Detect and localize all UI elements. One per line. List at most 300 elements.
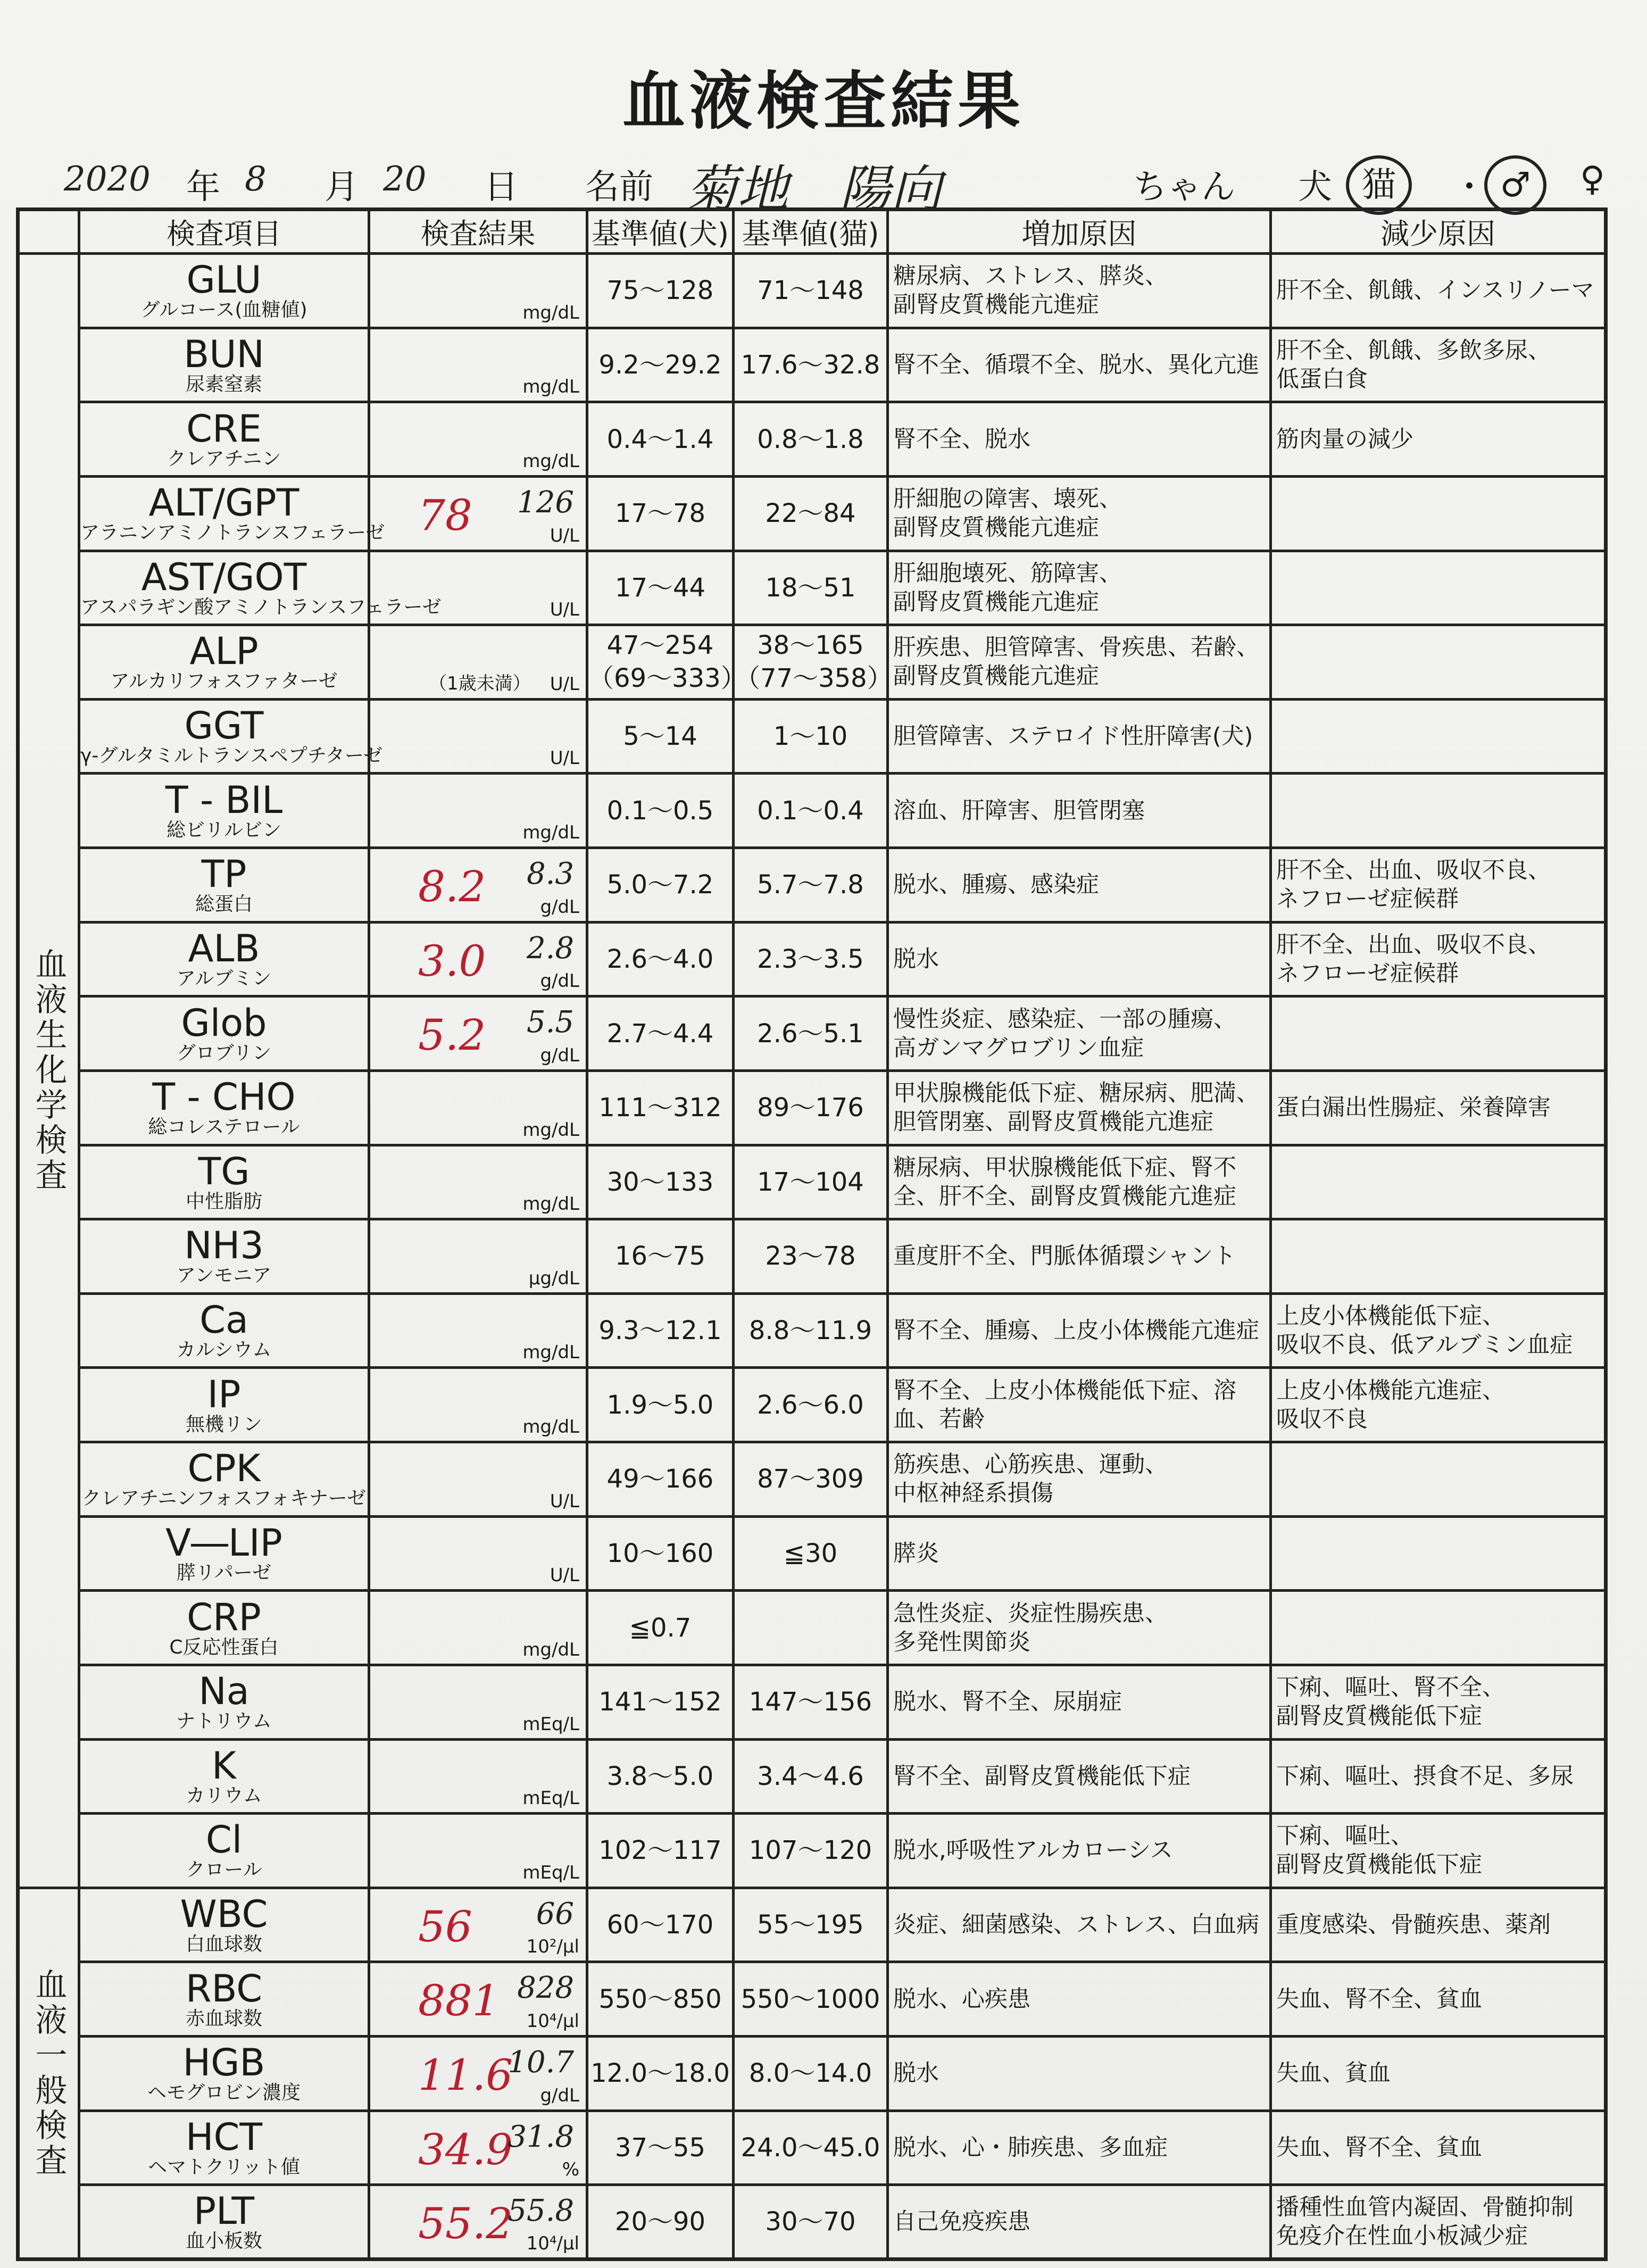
item-code: NH3	[184, 1224, 264, 1268]
result-unit: mg/dL	[522, 450, 579, 472]
ref-cat-value: 8.8～11.9	[748, 1316, 872, 1346]
ref-dog-cell	[587, 1516, 734, 1591]
result-cell	[369, 1888, 587, 1962]
ref-dog-value: 3.8～5.0	[606, 1761, 714, 1791]
decrease-cause-line1: 蛋白漏出性腸症、栄養障害	[1276, 1094, 1551, 1121]
ref-dog-cell	[587, 1591, 734, 1665]
table-row	[18, 254, 1606, 328]
increase-cause-cell	[888, 1293, 1271, 1368]
decrease-cause-line1: 下痢、嘔吐、摂食不足、多尿	[1276, 1763, 1574, 1790]
item-cell	[79, 996, 369, 1071]
increase-cause-cell	[888, 1814, 1271, 1888]
increase-cause-cell	[888, 402, 1271, 477]
result-unit: mEq/L	[522, 1788, 579, 1809]
item-name: アルブミン	[176, 967, 272, 990]
decrease-cause-cell	[1271, 1814, 1606, 1888]
ref-dog-cell	[587, 476, 734, 551]
ref-dog-cell	[587, 1219, 734, 1294]
item-code: ALP	[189, 629, 259, 674]
name-suffix: ちゃん	[1133, 168, 1235, 207]
result-value-secondary: 66	[536, 1896, 574, 1931]
item-cell	[79, 1070, 369, 1145]
item-cell	[79, 476, 385, 551]
ref-dog-value: 37～55	[614, 2132, 706, 2163]
decrease-cause-line1: 肝不全、出血、吸収不良、	[1276, 931, 1551, 958]
increase-cause-line1: 脱水,呼吸性アルカローシス	[893, 1837, 1173, 1864]
result-value-secondary: 126	[517, 485, 574, 520]
ref-dog-cell	[587, 328, 734, 402]
ref-cat-value: 147～156	[748, 1687, 872, 1717]
result-cell	[369, 774, 587, 848]
ref-dog-cell	[587, 1442, 734, 1517]
item-cell	[79, 1814, 369, 1888]
item-code: CRE	[186, 406, 262, 451]
decrease-cause-cell	[1271, 1368, 1606, 1442]
species-cat-circled: 猫	[1346, 155, 1412, 215]
decrease-cause-cell	[1271, 774, 1606, 848]
decrease-cause-cell	[1271, 1591, 1606, 1665]
result-unit: mg/dL	[522, 1119, 579, 1141]
ref-dog-cell	[587, 1888, 734, 1962]
decrease-cause-cell	[1271, 1219, 1606, 1294]
ref-dog-value: ≦0.7	[629, 1613, 692, 1643]
ref-cat-value: 18～51	[765, 572, 856, 603]
decrease-cause-line1: 肝不全、飢餓、インスリノーマ	[1276, 277, 1594, 304]
result-value-handwritten: 881	[418, 1976, 500, 2026]
increase-cause-cell	[888, 328, 1271, 402]
decrease-cause-cell	[1271, 402, 1606, 477]
result-cell	[369, 1814, 587, 1888]
decrease-cause-cell	[1271, 2037, 1606, 2111]
result-cell	[369, 1962, 587, 2037]
result-unit: μg/dL	[528, 1267, 579, 1289]
ref-dog-cell	[587, 1070, 734, 1145]
increase-cause-line2: 副腎皮質機能亢進症	[893, 588, 1099, 616]
item-cell	[79, 1739, 369, 1814]
ref-dog-cell	[587, 402, 734, 477]
increase-cause-line1: 甲状腺機能低下症、糖尿病、肥満、	[893, 1080, 1259, 1107]
decrease-cause-line2: ネフローゼ症候群	[1276, 886, 1459, 913]
result-value-handwritten: 5.2	[418, 1010, 486, 1060]
header-increase: 増加原因	[888, 210, 1271, 254]
increase-cause-line2: 中枢神経系損傷	[893, 1480, 1053, 1507]
result-cell	[369, 2037, 587, 2111]
decrease-cause-line1: 肝不全、出血、吸収不良、	[1276, 857, 1551, 884]
ref-cat-cell	[734, 254, 888, 328]
increase-cause-line1: 腎不全、腫瘍、上皮小体機能亢進症	[893, 1317, 1259, 1344]
increase-cause-cell	[888, 1070, 1271, 1145]
item-name: クレアチニン	[167, 447, 281, 470]
ref-dog-cell	[587, 774, 734, 848]
item-cell	[79, 699, 383, 774]
increase-cause-line1: 胆管障害、ステロイド性肝障害(犬)	[893, 723, 1253, 750]
result-unit: mg/dL	[522, 1639, 579, 1660]
decrease-cause-line2: 副腎皮質機能低下症	[1276, 1851, 1482, 1879]
ref-dog-value: 0.1～0.5	[606, 795, 714, 826]
result-cell	[369, 1591, 587, 1665]
ref-dog-value: 17～78	[614, 499, 706, 529]
ref-cat-cell	[734, 1442, 888, 1517]
ref-dog-value-young: （69～333）	[588, 663, 746, 694]
item-cell	[79, 1962, 369, 2037]
item-code: K	[212, 1743, 236, 1788]
increase-cause-line1: 溶血、肝障害、胆管閉塞	[893, 797, 1145, 824]
increase-cause-cell	[888, 699, 1271, 774]
result-unit: U/L	[550, 525, 579, 546]
item-cell	[79, 774, 369, 848]
ref-dog-value: 5～14	[623, 721, 697, 752]
result-cell	[369, 1293, 587, 1368]
result-unit: mEq/L	[522, 1713, 579, 1735]
ref-cat-cell	[734, 1591, 888, 1665]
decrease-cause-cell	[1271, 551, 1606, 625]
decrease-cause-cell	[1271, 848, 1606, 923]
decrease-cause-cell	[1271, 699, 1606, 774]
result-value-secondary: 828	[517, 1971, 574, 2006]
ref-dog-value: 9.2～29.2	[598, 350, 722, 380]
ref-dog-value: 60～170	[606, 1910, 714, 1940]
result-value-handwritten: 34.9	[418, 2124, 513, 2174]
result-unit: 10²/μl	[526, 1936, 579, 1958]
result-unit: mg/dL	[522, 1193, 579, 1215]
item-cell	[79, 1219, 369, 1294]
ref-dog-value: 30～133	[606, 1167, 714, 1197]
result-unit: 10⁴/μl	[526, 2011, 579, 2032]
category-biochem: 血液生化学検査	[18, 254, 79, 1888]
decrease-cause-cell	[1271, 1739, 1606, 1814]
ref-dog-value: 2.7～4.4	[606, 1018, 714, 1049]
result-cell	[369, 1368, 587, 1442]
item-name: C反応性蛋白	[169, 1636, 279, 1658]
ref-cat-value: 38～165	[757, 630, 864, 661]
item-code: T - CHO	[152, 1075, 296, 1119]
result-unit: 10⁴/μl	[526, 2233, 579, 2254]
species-dog: 犬	[1298, 168, 1332, 207]
ref-cat-value: 17～104	[757, 1167, 864, 1197]
item-cell	[79, 848, 369, 923]
table-row	[18, 1516, 1606, 1591]
result-cell	[369, 254, 587, 328]
item-name: 白血球数	[185, 1933, 262, 1956]
increase-cause-line1: 肝細胞壊死、筋障害、	[893, 560, 1122, 587]
item-name: 中性脂肪	[185, 1190, 262, 1212]
ref-cat-cell	[734, 922, 888, 996]
table-row	[18, 1070, 1606, 1145]
ref-cat-value: 89～176	[757, 1093, 864, 1123]
increase-cause-line2: 副腎皮質機能亢進症	[893, 663, 1099, 690]
decrease-cause-cell	[1271, 328, 1606, 402]
decrease-cause-cell	[1271, 1962, 1606, 2037]
ref-cat-cell	[734, 1070, 888, 1145]
decrease-cause-cell	[1271, 1888, 1606, 1962]
table-row	[18, 476, 1606, 551]
ref-dog-value: 12.0～18.0	[590, 2058, 730, 2089]
result-unit: mg/dL	[522, 1342, 579, 1364]
item-name: 血小板数	[185, 2230, 262, 2253]
increase-cause-line2: 高ガンマグロブリン血症	[893, 1034, 1144, 1061]
increase-cause-line1: 脱水	[893, 2060, 939, 2087]
header-blank	[18, 210, 79, 254]
table-row	[18, 1145, 1606, 1219]
item-code: HCT	[185, 2115, 263, 2159]
item-cell	[79, 1293, 369, 1368]
ref-dog-value: 102～117	[598, 1835, 722, 1866]
ref-cat-value: 30～70	[765, 2207, 856, 2237]
ref-cat-cell	[734, 1814, 888, 1888]
ref-dog-value: 1.9～5.0	[606, 1390, 714, 1420]
item-cell	[79, 551, 442, 625]
result-value-secondary: 8.3	[526, 857, 574, 891]
increase-cause-cell	[888, 848, 1271, 923]
separator-dot: ・	[1452, 168, 1486, 207]
table-row	[18, 1293, 1606, 1368]
decrease-cause-line1: 下痢、嘔吐、腎不全、	[1276, 1674, 1505, 1701]
decrease-cause-line1: 失血、腎不全、貧血	[1276, 1985, 1482, 2013]
item-cell	[79, 625, 369, 700]
decrease-cause-line1: 上皮小体機能低下症、	[1276, 1303, 1505, 1330]
increase-cause-cell	[888, 1219, 1271, 1294]
decrease-cause-line1: 失血、貧血	[1276, 2060, 1391, 2087]
item-name: 総蛋白	[195, 893, 253, 916]
ref-cat-cell	[734, 551, 888, 625]
item-cell	[79, 1888, 369, 1962]
item-code: CPK	[187, 1447, 261, 1491]
header-decrease: 減少原因	[1271, 210, 1606, 254]
ref-dog-cell	[587, 2037, 734, 2111]
ref-dog-value: 17～44	[614, 572, 706, 603]
ref-cat-value: 107～120	[748, 1835, 872, 1866]
decrease-cause-line2: 免疫介在性血小板減少症	[1276, 2223, 1528, 2250]
item-code: Cl	[205, 1818, 243, 1862]
ref-dog-value: 47～254	[606, 630, 714, 661]
result-unit: g/dL	[540, 1044, 579, 1066]
result-cell	[369, 1739, 587, 1814]
ref-dog-value: 49～166	[606, 1464, 714, 1494]
ref-cat-cell	[734, 1368, 888, 1442]
item-name: ヘマトクリット値	[148, 2156, 300, 2178]
result-value-handwritten: 78	[418, 490, 472, 540]
table-row	[18, 774, 1606, 848]
decrease-cause-line1: 失血、腎不全、貧血	[1276, 2134, 1482, 2161]
ref-dog-cell	[587, 625, 746, 700]
increase-cause-line1: 腎不全、副腎皮質機能低下症	[893, 1763, 1191, 1790]
item-cell	[79, 1368, 369, 1442]
item-name: 無機リン	[185, 1413, 262, 1435]
ref-cat-value: 87～309	[757, 1464, 864, 1494]
increase-cause-cell	[888, 2111, 1271, 2185]
item-name: 総ビリルビン	[166, 819, 281, 841]
result-unit: mg/dL	[522, 822, 579, 843]
result-cell	[369, 551, 587, 625]
item-name: アラニンアミノトランスフェラーゼ	[80, 522, 385, 544]
item-code: HGB	[182, 2041, 265, 2085]
item-code: PLT	[193, 2189, 255, 2233]
table-row	[18, 699, 1606, 774]
decrease-cause-cell	[1271, 996, 1606, 1071]
increase-cause-cell	[888, 1665, 1271, 1739]
decrease-cause-cell	[1271, 2111, 1606, 2185]
decrease-cause-cell	[1271, 1070, 1606, 1145]
table-row	[18, 1888, 1606, 1962]
header-ref-dog: 基準値(犬)	[587, 210, 734, 254]
table-row	[18, 625, 1606, 700]
item-name: アルカリフォスファターゼ	[110, 670, 338, 693]
result-cell	[369, 1070, 587, 1145]
sex-male-circled: ♂	[1484, 155, 1546, 215]
ref-cat-cell	[734, 699, 888, 774]
table-row	[18, 402, 1606, 477]
item-code: AST/GOT	[141, 555, 307, 599]
decrease-cause-line1: 上皮小体機能亢進症、	[1276, 1377, 1505, 1404]
item-code: GLU	[186, 258, 262, 302]
item-code: ALT/GPT	[148, 481, 300, 525]
ref-dog-cell	[587, 996, 734, 1071]
report-title: 血液検査結果	[622, 64, 1025, 138]
result-unit: U/L	[550, 1490, 579, 1512]
ref-dog-cell	[587, 1814, 734, 1888]
ref-cat-cell	[734, 1665, 888, 1739]
ref-cat-value: 3.4～4.6	[757, 1761, 864, 1791]
ref-cat-value: 2.3～3.5	[757, 944, 864, 974]
item-cell	[79, 402, 369, 477]
result-cell	[369, 1145, 587, 1219]
ref-cat-value: 23～78	[765, 1241, 856, 1272]
table-row	[18, 328, 1606, 402]
increase-cause-line1: 重度肝不全、門脈体循環シャント	[893, 1243, 1236, 1270]
item-name: グルコース(血糖値)	[140, 299, 307, 321]
increase-cause-cell	[888, 1962, 1271, 2037]
header-item: 検査項目	[79, 210, 369, 254]
decrease-cause-cell	[1271, 922, 1606, 996]
ref-dog-value: 10～160	[606, 1538, 714, 1568]
item-cell	[79, 1145, 369, 1219]
increase-cause-cell	[888, 1145, 1271, 1219]
result-cell	[369, 328, 587, 402]
result-cell	[369, 2111, 587, 2185]
result-unit: g/dL	[540, 2084, 579, 2106]
increase-cause-line1: 腎不全、循環不全、脱水、異化亢進	[893, 351, 1259, 378]
increase-cause-cell	[888, 1368, 1271, 1442]
increase-cause-line1: 腎不全、脱水	[893, 426, 1030, 453]
result-unit: g/dL	[540, 970, 579, 992]
ref-cat-value-young: （77～358）	[735, 663, 893, 694]
ref-cat-cell	[734, 1888, 888, 1962]
item-name: 膵リパーゼ	[176, 1561, 272, 1584]
ref-dog-value: 5.0～7.2	[606, 870, 714, 900]
ref-cat-value: 17.6～32.8	[741, 350, 880, 380]
item-cell	[79, 1442, 369, 1517]
item-code: WBC	[180, 1892, 268, 1937]
item-name: γ-グルタミルトランスペプチターゼ	[80, 745, 383, 767]
decrease-cause-cell	[1271, 2185, 1606, 2259]
item-cell	[79, 254, 369, 328]
increase-cause-cell	[888, 551, 1271, 625]
ref-cat-value: 55～195	[757, 1910, 864, 1940]
decrease-cause-line2: 低蛋白食	[1276, 365, 1368, 393]
ref-dog-value: 2.6～4.0	[606, 944, 714, 974]
increase-cause-cell	[888, 625, 1271, 700]
ref-dog-value: 16～75	[614, 1241, 706, 1272]
table-row	[18, 551, 1606, 625]
year-value: 2020	[64, 160, 151, 199]
result-cell	[369, 1219, 587, 1294]
decrease-cause-line2: 吸収不良、低アルブミン血症	[1276, 1332, 1573, 1359]
table-row	[18, 2111, 1606, 2185]
increase-cause-line1: 脱水、心・肺疾患、多血症	[893, 2134, 1168, 2161]
ref-dog-cell	[587, 1293, 734, 1368]
ref-cat-value: 0.8～1.8	[757, 424, 864, 454]
category-cbc: 血液一般検査	[18, 1888, 79, 2259]
item-name: 尿素窒素	[185, 373, 262, 395]
ref-cat-cell	[734, 2037, 888, 2111]
result-cell	[369, 996, 587, 1071]
table-row	[18, 1739, 1606, 1814]
table-row	[18, 848, 1606, 923]
result-unit: mg/dL	[522, 302, 579, 323]
result-cell	[369, 922, 587, 996]
item-cell	[79, 2037, 369, 2111]
table-row	[18, 922, 1606, 996]
ref-cat-cell	[734, 2111, 888, 2185]
ref-dog-value: 550～850	[598, 1984, 722, 2014]
increase-cause-cell	[888, 2037, 1271, 2111]
result-cell	[369, 1516, 587, 1591]
item-name: ナトリウム	[176, 1710, 272, 1733]
increase-cause-cell	[888, 1516, 1271, 1591]
ref-cat-value: 1～10	[773, 721, 848, 752]
increase-cause-line1: 脱水、腎不全、尿崩症	[893, 1689, 1122, 1716]
increase-cause-line1: 膵炎	[893, 1540, 939, 1567]
increase-cause-line1: 脱水	[893, 945, 939, 973]
increase-cause-line2: 副腎皮質機能亢進症	[893, 514, 1099, 542]
decrease-cause-cell	[1271, 254, 1606, 328]
ref-dog-cell	[587, 1145, 734, 1219]
item-name: 総コレステロール	[148, 1116, 300, 1139]
increase-cause-cell	[888, 1888, 1271, 1962]
ref-dog-value: 0.4～1.4	[606, 424, 714, 454]
decrease-cause-line1: 重度感染、骨髄疾患、薬剤	[1276, 1912, 1551, 1939]
decrease-cause-cell	[1271, 1145, 1606, 1219]
table-row	[18, 1814, 1606, 1888]
item-name: クロール	[186, 1859, 262, 1881]
result-note: （1歳未満）	[429, 672, 531, 694]
result-cell	[369, 699, 587, 774]
ref-cat-value: 2.6～5.1	[757, 1018, 864, 1049]
item-name: アンモニア	[176, 1265, 272, 1287]
patient-name: 菊地 陽向	[686, 160, 942, 219]
ref-cat-cell	[734, 774, 888, 848]
ref-cat-cell	[734, 1962, 888, 2037]
decrease-cause-cell	[1271, 1442, 1606, 1517]
result-value-secondary: 55.8	[508, 2194, 574, 2229]
item-code: Glob	[181, 1001, 267, 1045]
item-cell	[79, 1665, 369, 1739]
result-unit: U/L	[550, 599, 579, 621]
decrease-cause-line1: 筋肉量の減少	[1276, 426, 1413, 453]
increase-cause-cell	[888, 2185, 1271, 2259]
item-code: TP	[201, 852, 247, 896]
day-value: 20	[383, 160, 427, 199]
ref-dog-cell	[587, 254, 734, 328]
item-cell	[79, 2185, 369, 2259]
ref-cat-value: 0.1～0.4	[757, 795, 864, 826]
ref-dog-cell	[587, 1739, 734, 1814]
increase-cause-line1: 急性炎症、炎症性腸疾患、	[893, 1600, 1168, 1627]
increase-cause-cell	[888, 996, 1271, 1071]
ref-cat-value: 550～1000	[741, 1984, 880, 2014]
table-row	[18, 1665, 1606, 1739]
result-cell	[369, 848, 587, 923]
